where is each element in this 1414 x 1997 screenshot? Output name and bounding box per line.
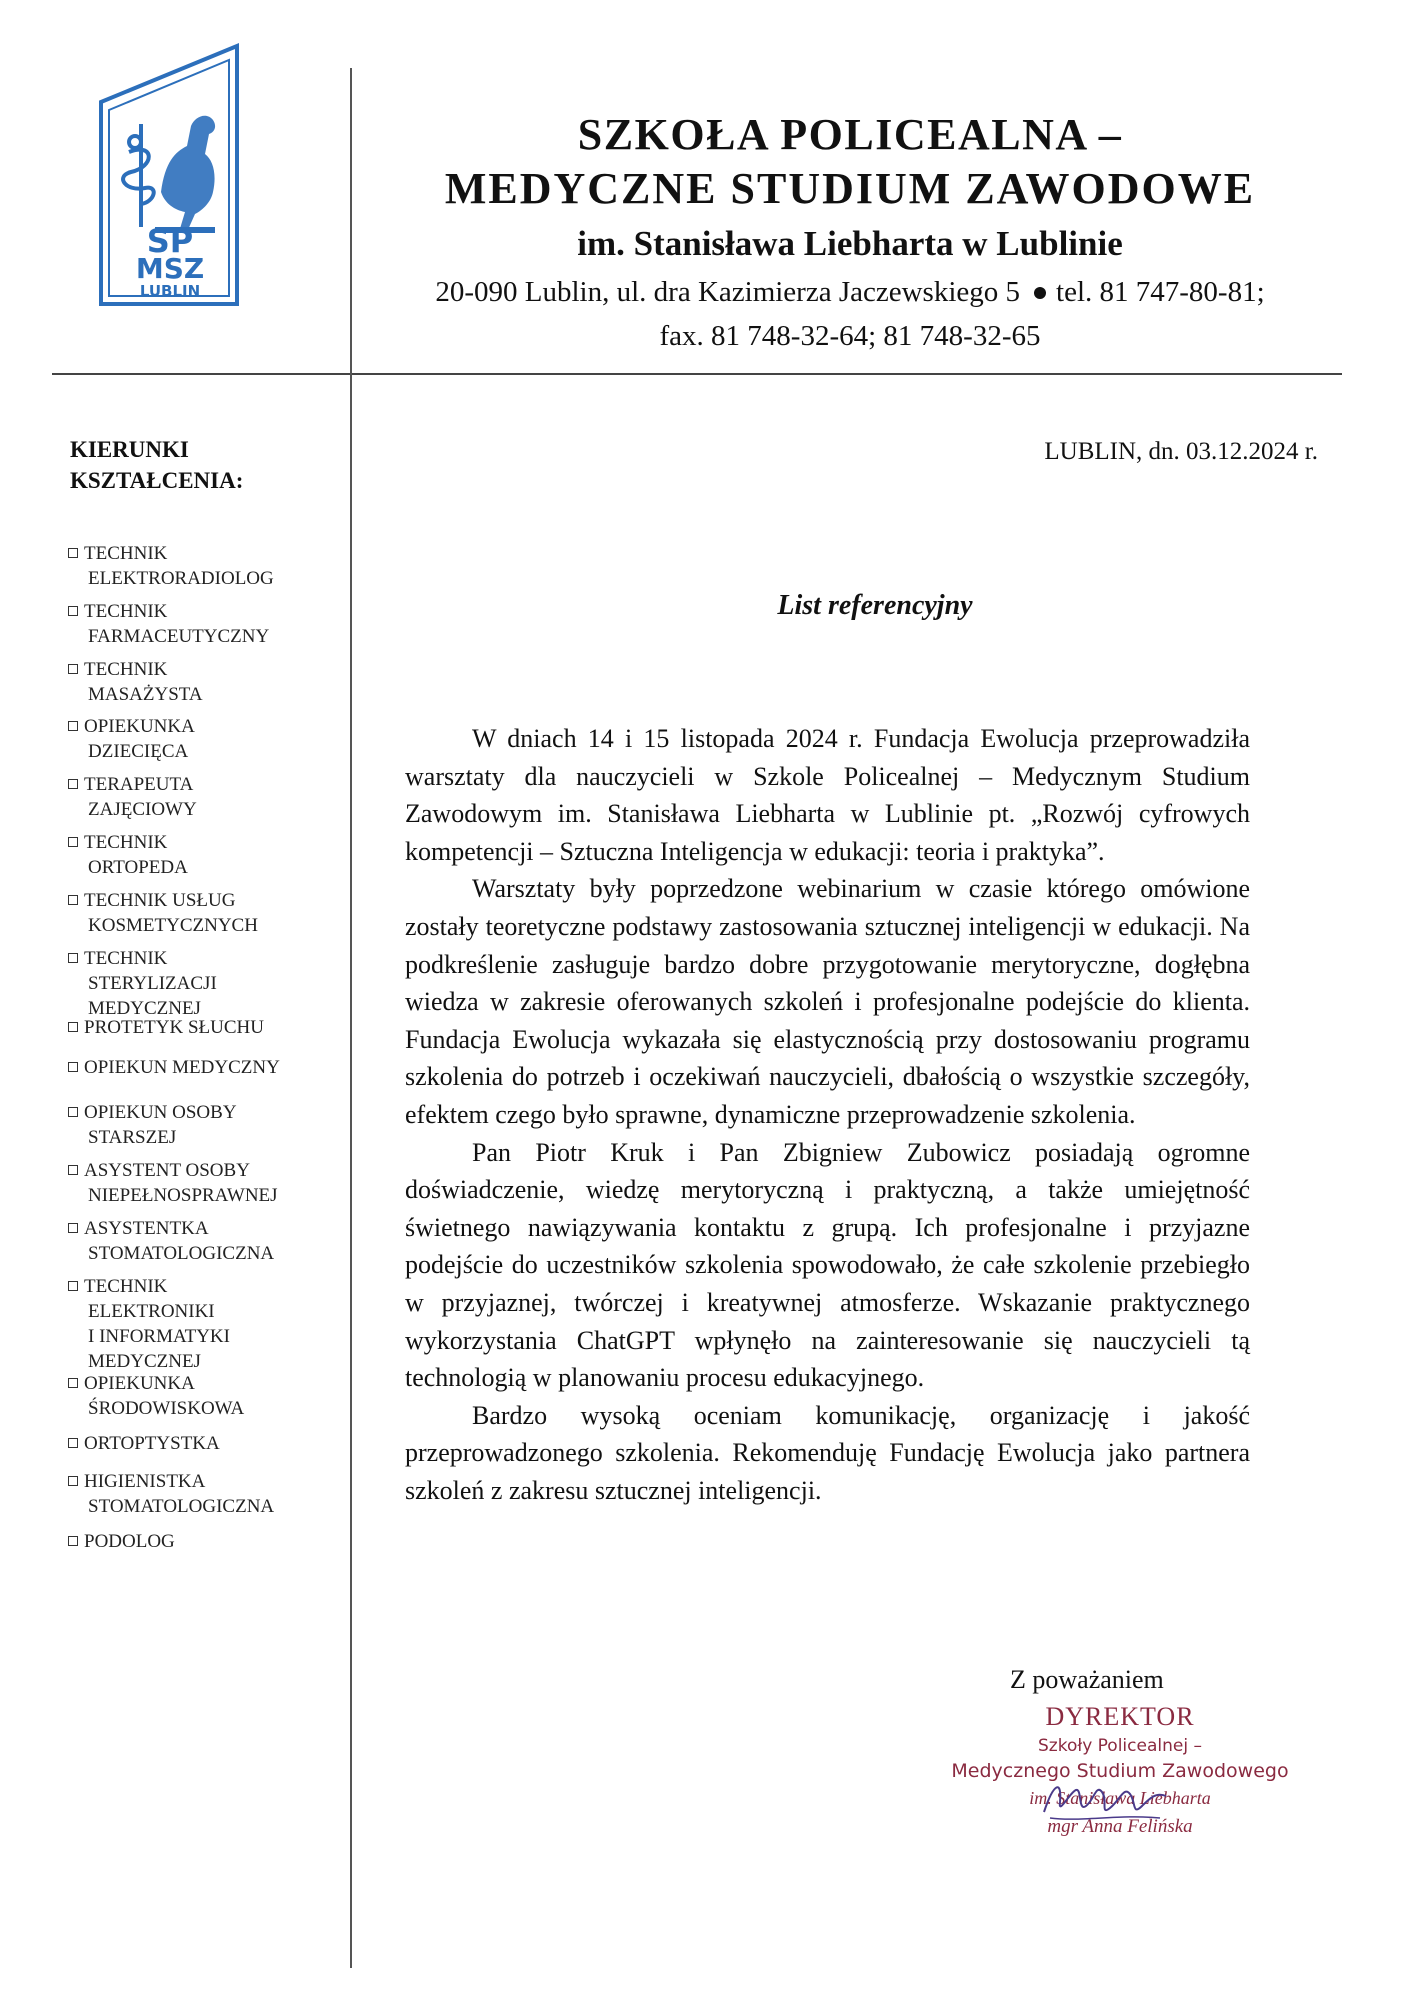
checkbox-square-icon — [68, 664, 78, 674]
stamp-line2: Medycznego Studium Zawodowego — [951, 1760, 1289, 1782]
program-item — [68, 599, 338, 649]
sidebar-divider — [350, 68, 352, 1968]
program-item-text: KOSMETYCZNYCH — [88, 915, 258, 936]
checkbox-square-icon — [68, 606, 78, 616]
program-item-text: MEDYCZNEJ — [88, 1351, 201, 1372]
bullet-icon — [1034, 287, 1046, 299]
program-item-text: ORTOPTYSTKA — [68, 1431, 338, 1456]
sidebar-title-line1: KIERUNKI — [70, 437, 189, 462]
stamp-title: DYREKTOR — [1045, 1702, 1195, 1731]
checkbox-square-icon — [68, 1022, 78, 1032]
school-patron: im. Stanisława Liebharta w Lublinie — [577, 224, 1123, 263]
program-item-text: I INFORMATYKI — [88, 1326, 230, 1347]
program-item-text: OPIEKUNKA — [68, 714, 338, 739]
checkbox-square-icon — [68, 1223, 78, 1233]
letter-body — [405, 720, 1250, 1509]
program-item-text: PROTETYK SŁUCHU — [68, 1015, 338, 1040]
stamp-name: mgr Anna Felińska — [1047, 1816, 1193, 1837]
program-item — [68, 1529, 338, 1554]
program-item-text: TECHNIK USŁUG — [68, 888, 338, 913]
stamp-line3: im. Stanisława Liebharta — [1029, 1788, 1211, 1808]
checkbox-square-icon — [68, 953, 78, 963]
program-item-text: PODOLOG — [68, 1529, 338, 1554]
program-item-text: OPIEKUN MEDYCZNY — [68, 1055, 338, 1080]
checkbox-square-icon — [68, 721, 78, 731]
checkbox-square-icon — [68, 1107, 78, 1117]
program-item — [68, 1055, 338, 1080]
program-item-text: STERYLIZACJI — [88, 973, 217, 994]
program-item-text: STOMATOLOGICZNA — [88, 1496, 275, 1517]
program-item — [68, 1015, 338, 1040]
checkbox-square-icon — [68, 1165, 78, 1175]
letter-paragraph: Warsztaty były poprzedzone webinarium w czasie którego omówione zostały teoretyczne podstawy zastosowania sztucznej inteligencji w edukacji. Na podkreślenie zasługuje bardzo dobre przygotowanie merytoryczne, dogłębna wiedza w zakresie oferowanych szkoleń i profesjonalne podejście do klienta. Fundacja Ewolucja wykazała się elastycznością przy dostosowaniu programu szkolenia do potrzeb i oczekiwań nauczycieli, dbałością o wszystkie szczegóły, efektem czego było sprawne, dynamiczne przeprowadzenie szkolenia. — [405, 874, 1250, 1129]
program-item-text: ZAJĘCIOWY — [88, 799, 197, 820]
handwritten-signature — [1040, 1772, 1170, 1828]
header-divider — [52, 373, 1342, 375]
program-item — [68, 946, 338, 1021]
program-item-text: MEDYCZNEJ — [88, 998, 201, 1019]
letterhead — [370, 108, 1330, 356]
program-item-text: NIEPEŁNOSPRAWNEJ — [88, 1185, 278, 1206]
programs-sidebar — [68, 434, 338, 1552]
school-fax: fax. 81 748-32-64; 81 748-32-65 — [659, 320, 1041, 352]
program-item-text: TECHNIK — [68, 946, 338, 971]
program-item-text: OPIEKUNKA — [68, 1371, 338, 1396]
letter-closing: Z poważaniem — [1010, 1665, 1164, 1694]
program-item — [68, 714, 338, 764]
checkbox-square-icon — [68, 548, 78, 558]
school-name-line1: SZKOŁA POLICEALNA – — [577, 110, 1123, 159]
program-item — [68, 1158, 338, 1208]
program-item-text: MASAŻYSTA — [88, 684, 203, 705]
program-item-text: ŚRODOWISKOWA — [88, 1398, 245, 1419]
school-name-line2: MEDYCZNE STUDIUM ZAWODOWE — [444, 164, 1256, 213]
program-item — [68, 1216, 338, 1266]
program-item-text: TECHNIK — [68, 541, 338, 566]
program-item — [68, 1469, 338, 1519]
letter-paragraph: Pan Piotr Kruk i Pan Zbigniew Zubowicz posiadają ogromne doświadczenie, wiedzę merytoryczną i praktyczną, a także umiejętność świetnego nawiązywania kontaktu z grupą. Ich profesjonalne i przyjazne podejście do uczestników szkolenia spowodowało, że całe szkolenie przebiegło w przyjaznej, twórczej i kreatywnej atmosferze. Wskazanie praktycznego wykorzystania ChatGPT wpłynęło na zainteresowanie się nauczycieli tą technologią w planowaniu procesu edukacyjnego. — [405, 1137, 1250, 1393]
program-item-text: TECHNIK — [68, 657, 338, 682]
program-item-text: FARMACEUTYCZNY — [88, 626, 270, 647]
program-item-text: TECHNIK — [68, 599, 338, 624]
program-item-text: ELEKTRONIKI — [88, 1301, 215, 1322]
checkbox-square-icon — [68, 1476, 78, 1486]
program-item-text: ASYSTENTKA — [68, 1216, 338, 1241]
program-item-text: ORTOPEDA — [88, 857, 188, 878]
sidebar-title-line2: KSZTAŁCENIA: — [70, 468, 244, 493]
program-item — [68, 1274, 338, 1374]
letter-subject: List referencyjny — [777, 590, 973, 621]
program-item-text: TECHNIK — [68, 1274, 338, 1299]
school-address: 20-090 Lublin, ul. dra Kazimierza Jaczewskiego 5 — [435, 276, 1021, 308]
program-item-text: HIGIENISTKA — [68, 1469, 338, 1494]
logo-text-sp: SP — [146, 222, 194, 260]
program-item — [68, 657, 338, 707]
program-item-text: ELEKTRORADIOLOG — [88, 568, 274, 589]
checkbox-square-icon — [68, 1281, 78, 1291]
program-item-text: DZIECIĘCA — [88, 741, 189, 762]
program-item-text: STOMATOLOGICZNA — [88, 1243, 275, 1264]
checkbox-square-icon — [68, 837, 78, 847]
contact-line — [370, 272, 1330, 312]
program-item — [68, 1371, 338, 1421]
school-logo — [95, 42, 245, 312]
program-item — [68, 830, 338, 880]
letter-paragraph: Bardzo wysoką oceniam komunikację, organizację i jakość przeprowadzonego szkolenia. Rekomenduję Fundację Ewolucja jako partnera szkoleń z zakresu sztucznej inteligencji. — [405, 1400, 1250, 1505]
letter-date: LUBLIN, dn. 03.12.2024 r. — [1044, 438, 1318, 465]
checkbox-square-icon — [68, 779, 78, 789]
checkbox-square-icon — [68, 895, 78, 905]
program-item-text: STARSZEJ — [88, 1127, 177, 1148]
program-item-text: ASYSTENT OSOBY — [68, 1158, 338, 1183]
stamp-line1: Szkoły Policealnej – — [1038, 1736, 1202, 1756]
checkbox-square-icon — [68, 1378, 78, 1388]
program-item — [68, 1100, 338, 1150]
program-item — [68, 541, 338, 591]
logo-text-lublin: LUBLIN — [139, 282, 201, 300]
letter-paragraph: W dniach 14 i 15 listopada 2024 r. Fundacja Ewolucja przeprowadziła warsztaty dla nauczycieli w Szkole Policealnej – Medycznym Studium Zawodowym im. Stanisława Liebharta w Lublinie pt. „Rozwój cyfrowych kompetencji – Sztuczna Inteligencja w edukacji: teoria i praktyka”. — [405, 724, 1250, 866]
checkbox-square-icon — [68, 1438, 78, 1448]
program-item — [68, 772, 338, 822]
logo-text-msz: MSZ — [135, 252, 205, 285]
program-item-text: OPIEKUN OSOBY — [68, 1100, 338, 1125]
school-phone: tel. 81 747-80-81; — [1056, 276, 1265, 308]
checkbox-square-icon — [68, 1536, 78, 1546]
program-item-text: TECHNIK — [68, 830, 338, 855]
program-item-text: TERAPEUTA — [68, 772, 338, 797]
checkbox-square-icon — [68, 1062, 78, 1072]
program-item — [68, 888, 338, 938]
program-item — [68, 1431, 338, 1456]
